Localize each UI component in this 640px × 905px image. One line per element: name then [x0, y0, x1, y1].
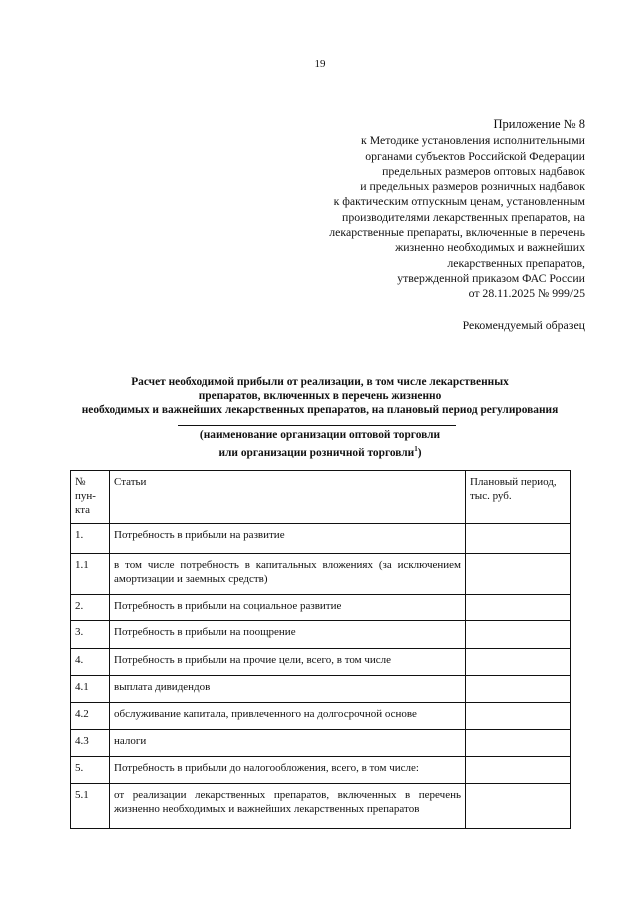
- appendix-line: производителями лекарственных препаратов, на: [342, 209, 585, 224]
- row-item: обслуживание капитала, привлеченного на долгосрочной основе: [110, 703, 466, 730]
- appendix-line: к Методике установления исполнительными: [361, 133, 585, 148]
- row-value: [466, 524, 571, 554]
- org-caption-line: или организации розничной торговли: [218, 446, 415, 459]
- table-row: [71, 676, 571, 703]
- appendix-line: к фактическим отпускным ценам, установленным: [333, 194, 585, 209]
- row-item: Потребность в прибыли до налогообложения, всего, в том числе:: [110, 757, 466, 784]
- row-value: [466, 621, 571, 649]
- row-item: Потребность в прибыли на поощрение: [110, 621, 466, 649]
- row-number: 1.: [71, 524, 110, 554]
- table-row: [71, 730, 571, 757]
- row-value: [466, 649, 571, 676]
- row-number: 3.: [71, 621, 110, 649]
- organization-caption: [140, 428, 500, 460]
- row-item: Потребность в прибыли на социальное развитие: [110, 595, 466, 621]
- appendix-line: от 28.11.2025 № 999/25: [468, 286, 585, 301]
- title-line: препаратов, включенных в перечень жизненно: [198, 390, 442, 402]
- appendix-block: [329, 117, 585, 302]
- row-value: [466, 595, 571, 621]
- org-caption-line: (наименование организации оптовой торговли: [199, 429, 441, 441]
- table-row: [71, 621, 571, 649]
- row-value: [466, 703, 571, 730]
- recommended-sample-label: Рекомендуемый образец: [462, 318, 585, 332]
- row-item: налоги: [110, 730, 466, 757]
- header-item: Статьи: [110, 471, 466, 524]
- profit-table: [70, 470, 571, 829]
- org-caption-close: ): [417, 446, 422, 459]
- row-number: 5.: [71, 757, 110, 784]
- appendix-title: Приложение № 8: [493, 117, 585, 131]
- title-line: необходимых и важнейших лекарственных препаратов, на плановый период регулирования: [81, 404, 559, 416]
- table-row: [71, 784, 571, 829]
- appendix-line: жизненно необходимых и важнейших: [395, 240, 585, 255]
- row-number: 4.: [71, 649, 110, 676]
- table-row: [71, 524, 571, 554]
- appendix-line: органами субъектов Российской Федерации: [365, 148, 585, 163]
- organization-name-line: [178, 425, 456, 426]
- row-value: [466, 730, 571, 757]
- appendix-line: лекарственные препараты, включенные в перечень: [329, 225, 585, 240]
- appendix-line: предельных размеров оптовых надбавок: [382, 163, 585, 178]
- table-row: [71, 703, 571, 730]
- table-header-row: [71, 471, 571, 524]
- row-number: 1.1: [71, 554, 110, 595]
- row-value: [466, 757, 571, 784]
- header-number: № пун-кта: [71, 471, 110, 524]
- table-row: [71, 757, 571, 784]
- row-number: 2.: [71, 595, 110, 621]
- table-row: [71, 595, 571, 621]
- row-value: [466, 676, 571, 703]
- row-item: Потребность в прибыли на прочие цели, всего, в том числе: [110, 649, 466, 676]
- footnote-marker: 1: [414, 445, 418, 453]
- header-planned-period: Плановый период, тыс. руб.: [466, 471, 571, 524]
- table-row: [71, 649, 571, 676]
- row-value: [466, 554, 571, 595]
- row-value: [466, 784, 571, 829]
- row-item: от реализации лекарственных препаратов, включенных в перечень жизненно необходимых и важнейших лекарственных препаратов: [110, 784, 466, 829]
- row-item: выплата дивидендов: [110, 676, 466, 703]
- row-item: в том числе потребность в капитальных вложениях (за исключением амортизации и заемных средств): [110, 554, 466, 595]
- appendix-line: лекарственных препаратов,: [447, 255, 585, 270]
- document-title: [70, 375, 570, 417]
- table-row: [71, 554, 571, 595]
- appendix-line: и предельных размеров розничных надбавок: [360, 179, 585, 194]
- appendix-line: утвержденной приказом ФАС России: [397, 270, 585, 285]
- row-item: Потребность в прибыли на развитие: [110, 524, 466, 554]
- row-number: 4.2: [71, 703, 110, 730]
- page-number: 19: [314, 58, 326, 70]
- row-number: 5.1: [71, 784, 110, 829]
- title-line: Расчет необходимой прибыли от реализации, в том числе лекарственных: [131, 376, 509, 388]
- row-number: 4.1: [71, 676, 110, 703]
- row-number: 4.3: [71, 730, 110, 757]
